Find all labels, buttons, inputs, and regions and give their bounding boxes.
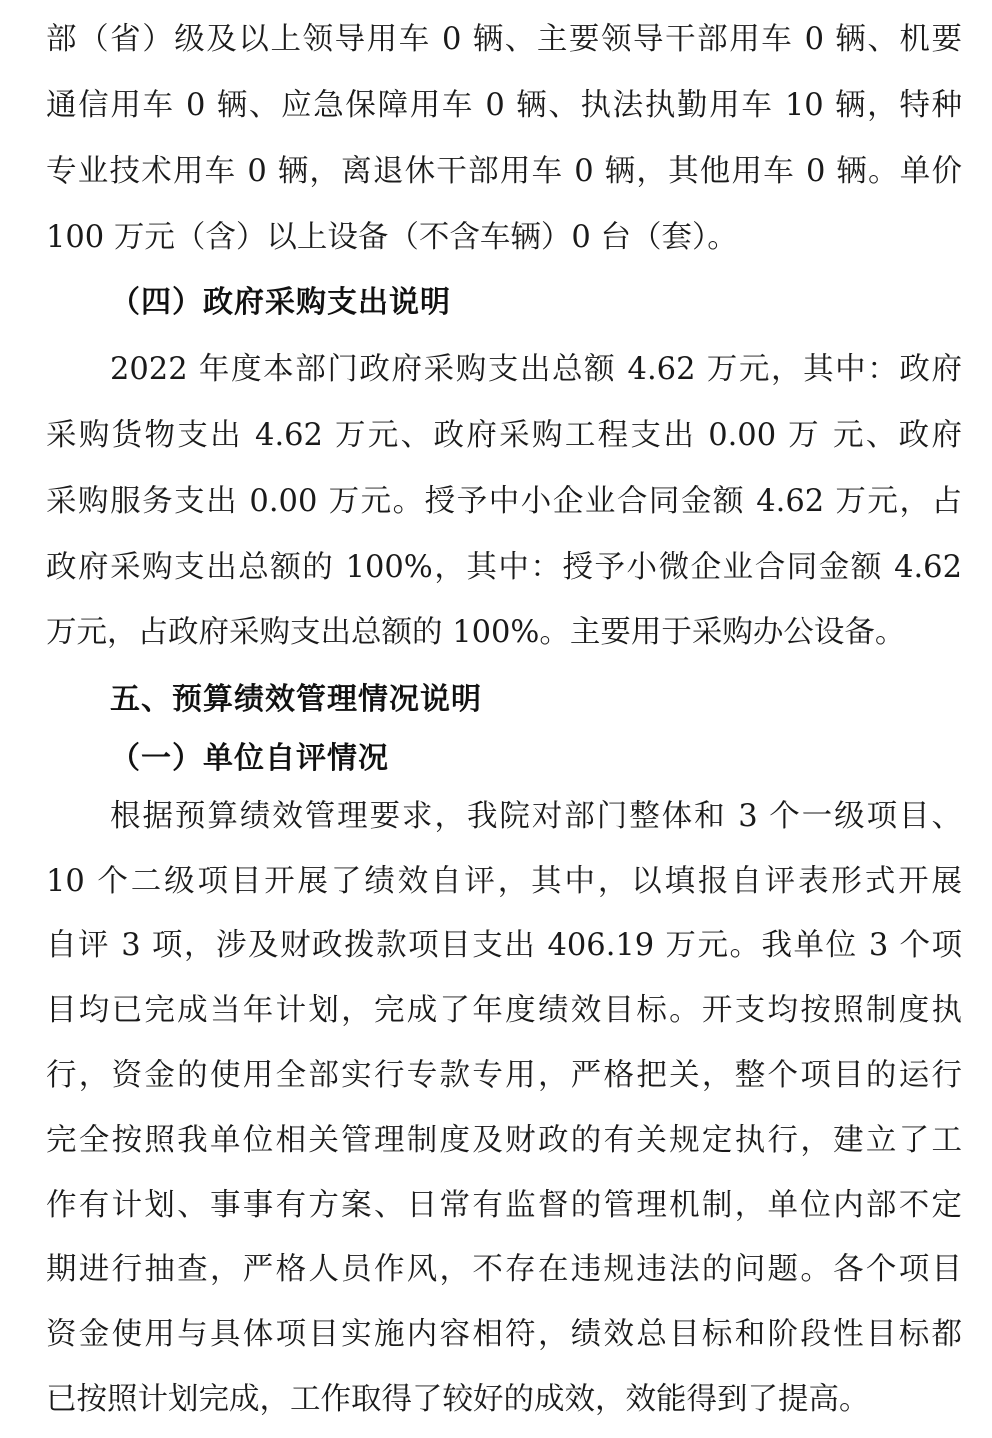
- para1-line-4: 100 万元（含）以上设备（不含车辆）0 台（套）。: [46, 220, 738, 255]
- para3-line-9: 资金使用与具体项目实施内容相符，绩效总目标和阶段性目标都: [46, 1317, 962, 1352]
- para3-line-6: 完全按照我单位相关管理制度及财政的有关规定执行，建立了工: [46, 1123, 962, 1158]
- heading-self-evaluation: （一）单位自评情况: [110, 741, 389, 776]
- para2-line-1: 2022 年度本部门政府采购支出总额 4.62 万元，其中：政府: [110, 352, 962, 387]
- heading-government-procurement: （四）政府采购支出说明: [110, 285, 451, 320]
- para2-line-4: 政府采购支出总额的 100%，其中：授予小微企业合同金额 4.62: [46, 550, 962, 585]
- para1-line-3: 专业技术用车 0 辆，离退休干部用车 0 辆，其他用车 0 辆。单价: [46, 154, 962, 189]
- para1-line-1: 部（省）级及以上领导用车 0 辆、主要领导干部用车 0 辆、机要: [46, 22, 962, 57]
- para3-line-4: 目均已完成当年计划，完成了年度绩效目标。开支均按照制度执: [46, 993, 962, 1028]
- para3-line-7: 作有计划、事事有方案、日常有监督的管理机制，单位内部不定: [46, 1188, 962, 1223]
- para3-line-5: 行，资金的使用全部实行专款专用，严格把关，整个项目的运行: [46, 1058, 962, 1093]
- para2-line-5: 万元，占政府采购支出总额的 100%。主要用于采购办公设备。: [46, 615, 906, 650]
- para2-line-3: 采购服务支出 0.00 万元。授予中小企业合同金额 4.62 万元，占: [46, 484, 962, 519]
- para1-line-2: 通信用车 0 辆、应急保障用车 0 辆、执法执勤用车 10 辆，特种: [46, 88, 962, 123]
- para3-line-8: 期进行抽查，严格人员作风，不存在违规违法的问题。各个项目: [46, 1252, 962, 1287]
- para2-line-2: 采购货物支出 4.62 万元、政府采购工程支出 0.00 万 元、政府: [46, 418, 962, 453]
- para3-line-1: 根据预算绩效管理要求，我院对部门整体和 3 个一级项目、: [110, 799, 962, 834]
- para3-line-3: 自评 3 项，涉及财政拨款项目支出 406.19 万元。我单位 3 个项: [46, 928, 962, 963]
- para3-line-10: 已按照计划完成，工作取得了较好的成效，效能得到了提高。: [46, 1382, 870, 1417]
- heading-section-5: 五、预算绩效管理情况说明: [110, 682, 482, 717]
- para3-line-2: 10 个二级项目开展了绩效自评，其中，以填报自评表形式开展: [46, 864, 962, 899]
